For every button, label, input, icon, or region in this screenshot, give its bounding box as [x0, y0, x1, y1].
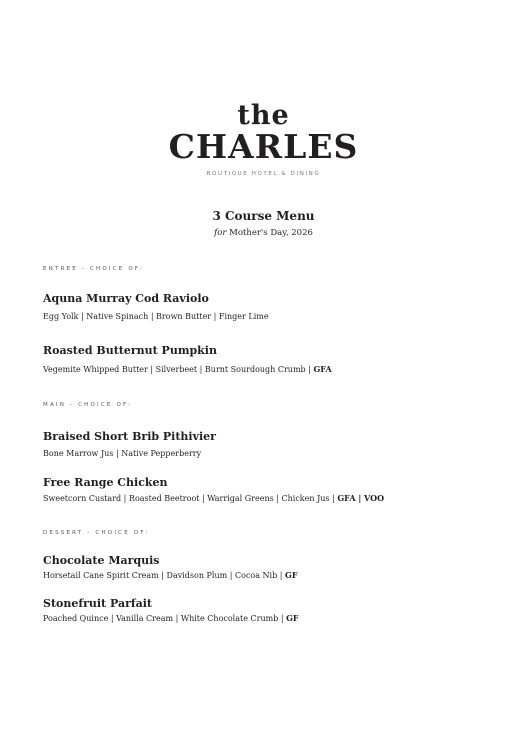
dish-description-text: Vegemite Whipped Butter | Silverbeet | Burnt Sourdough Crumb |: [43, 365, 311, 374]
dish-name: Chocolate Marquis: [43, 554, 160, 567]
logo-the: the: [237, 100, 290, 131]
logo-tagline: BOUTIQUE HOTEL & DINING: [206, 171, 321, 177]
dish-description: [43, 493, 384, 504]
dietary-tag: GF: [285, 570, 298, 580]
dish-description: [43, 613, 299, 624]
dish-description: [43, 311, 269, 322]
logo-charles: CHARLES: [168, 127, 359, 166]
dish-description-text: Egg Yolk | Native Spinach | Brown Butter | Finger Lime: [43, 312, 269, 321]
menu-title: 3 Course Menu: [212, 209, 315, 223]
dish-name: Braised Short Brib Pithivier: [43, 430, 216, 443]
menu-subtitle: [0, 227, 527, 239]
dietary-tag: GF: [286, 613, 299, 623]
section-label-entree: ENTREE - CHOICE OF:: [43, 266, 144, 272]
dish-description: [43, 364, 332, 375]
dish-name: Stonefruit Parfait: [43, 597, 152, 610]
dietary-tag: GFA | VOO: [337, 493, 385, 503]
dish-name: Roasted Butternut Pumpkin: [43, 344, 217, 357]
section-label-dessert: DESSERT - CHOICE OF:: [43, 530, 150, 536]
dish-name: Free Range Chicken: [43, 476, 168, 489]
dish-description: [43, 448, 201, 459]
dish-description-text: Sweetcorn Custard | Roasted Beetroot | Warrigal Greens | Chicken Jus |: [43, 494, 335, 503]
dish-description-text: Horsetail Cane Spirit Cream | Davidson Plum | Cocoa Nib |: [43, 571, 283, 580]
section-label-main: MAIN - CHOICE OF:: [43, 402, 133, 408]
dish-description-text: Poached Quince | Vanilla Cream | White Chocolate Crumb |: [43, 614, 284, 623]
dietary-tag: GFA: [313, 364, 332, 374]
menu-subtitle-occasion: Mother's Day, 2026: [229, 228, 313, 238]
dish-description: [43, 570, 298, 581]
dish-description-text: Bone Marrow Jus | Native Pepperberry: [43, 449, 202, 458]
dish-name: Aquna Murray Cod Raviolo: [43, 292, 209, 305]
menu-subtitle-for: for: [214, 228, 227, 238]
